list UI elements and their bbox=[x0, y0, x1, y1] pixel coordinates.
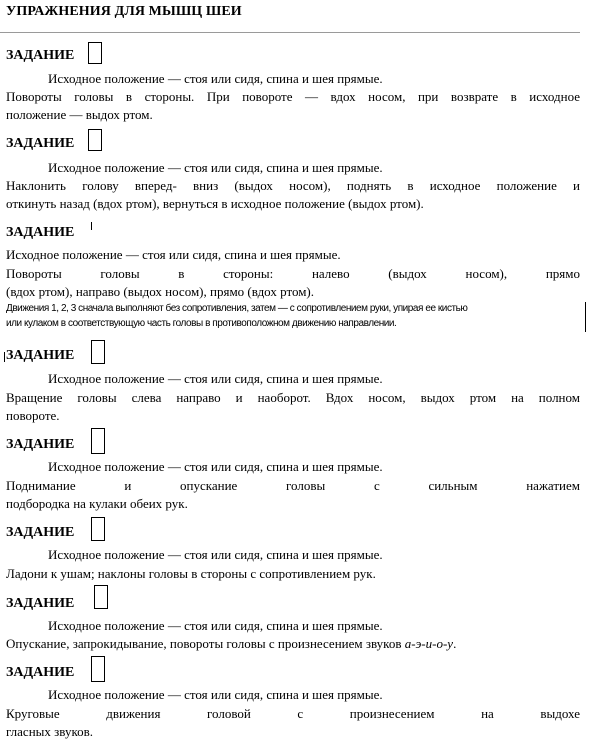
exercise-1-number-box bbox=[88, 42, 102, 64]
exercise-5-number-box bbox=[91, 428, 105, 454]
exercise-4-line-1: Вращение головы слева направо и наоборот. Вдох носом, выдох ртом на полном bbox=[6, 390, 580, 405]
exercise-1-start-position: Исходное положение — стоя или сидя, спина и шея прямые. bbox=[48, 71, 383, 86]
exercise-5-start-position: Исходное положение — стоя или сидя, спина и шея прямые. bbox=[48, 459, 383, 474]
exercise-7-text: Опускание, запрокидывание, повороты головы с произнесением звуков bbox=[6, 636, 405, 651]
exercise-4-number-box bbox=[91, 340, 105, 364]
exercise-3-line-1: Повороты головы в стороны: налево (выдох носом), прямо bbox=[6, 266, 580, 281]
exercise-8-number-box bbox=[91, 656, 105, 682]
exercise-2-heading: ЗАДАНИЕ bbox=[6, 136, 75, 151]
exercise-3-line-2: (вдох ртом), направо (выдох носом), прямо (вдох ртом). bbox=[6, 284, 315, 299]
exercise-6-number-box bbox=[91, 517, 105, 541]
exercise-8-line-1: Круговые движения головой с произнесением на выдохе bbox=[6, 706, 580, 721]
exercise-5-line-1: Поднимание и опускание головы с сильным нажатием bbox=[6, 478, 580, 493]
exercise-4-start-position: Исходное положение — стоя или сидя, спина и шея прямые. bbox=[48, 371, 383, 386]
exercise-5-heading: ЗАДАНИЕ bbox=[6, 437, 75, 452]
exercise-4-line-2: повороте. bbox=[6, 408, 60, 423]
exercise-1-line-1: Повороты головы в стороны. При повороте — вдох носом, при возврате в исходное bbox=[6, 89, 580, 104]
exercise-6-line-1: Ладони к ушам; наклоны головы в стороны с сопротивлением рук. bbox=[6, 566, 376, 581]
exercise-7-heading: ЗАДАНИЕ bbox=[6, 596, 75, 611]
page-title: УПРАЖНЕНИЯ ДЛЯ МЫШЦ ШЕИ bbox=[6, 4, 242, 19]
exercise-4-margin-mark bbox=[4, 352, 5, 362]
exercise-7-period: . bbox=[453, 636, 457, 651]
exercise-8-start-position: Исходное положение — стоя или сидя, спина и шея прямые. bbox=[48, 687, 383, 702]
exercise-3-start-position: Исходное положение — стоя или сидя, спина и шея прямые. bbox=[6, 247, 341, 262]
exercise-8-heading: ЗАДАНИЕ bbox=[6, 665, 75, 680]
exercise-6-heading: ЗАДАНИЕ bbox=[6, 525, 75, 540]
exercise-3-note-line-2: или кулаком в соответствующую часть головы в противоположном движению направлении. bbox=[6, 318, 397, 329]
exercise-7-line-1 bbox=[6, 635, 580, 653]
title-divider bbox=[0, 32, 580, 33]
exercise-3-number-mark bbox=[91, 222, 92, 230]
exercise-2-number-box bbox=[88, 129, 102, 151]
exercise-7-number-box bbox=[94, 585, 108, 609]
exercise-1-heading: ЗАДАНИЕ bbox=[6, 48, 75, 63]
exercise-1-line-2: положение — выдох ртом. bbox=[6, 107, 153, 122]
exercise-2-line-2: откинуть назад (вдох ртом), вернуться в исходное положение (выдох ртом). bbox=[6, 196, 424, 211]
exercise-7-vowels: а-э-и-о-у bbox=[404, 636, 454, 651]
exercise-5-line-2: подбородка на кулаки обеих рук. bbox=[6, 496, 188, 511]
exercise-8-line-2: гласных звуков. bbox=[6, 724, 94, 739]
exercise-3-heading: ЗАДАНИЕ bbox=[6, 225, 75, 240]
exercise-4-heading: ЗАДАНИЕ bbox=[6, 348, 75, 363]
exercise-3-note-line-1: Движения 1, 2, 3 сначала выполняют без сопротивления, затем — с сопротивлением руки, упирая ее кистью bbox=[6, 303, 468, 314]
exercise-6-start-position: Исходное положение — стоя или сидя, спина и шея прямые. bbox=[48, 547, 383, 562]
exercise-7-start-position: Исходное положение — стоя или сидя, спина и шея прямые. bbox=[48, 618, 383, 633]
exercise-2-start-position: Исходное положение — стоя или сидя, спина и шея прямые. bbox=[48, 160, 383, 175]
note-margin-bar bbox=[585, 302, 586, 332]
exercise-2-line-1: Наклонить голову вперед- вниз (выдох носом), поднять в исходное положение и bbox=[6, 178, 580, 193]
